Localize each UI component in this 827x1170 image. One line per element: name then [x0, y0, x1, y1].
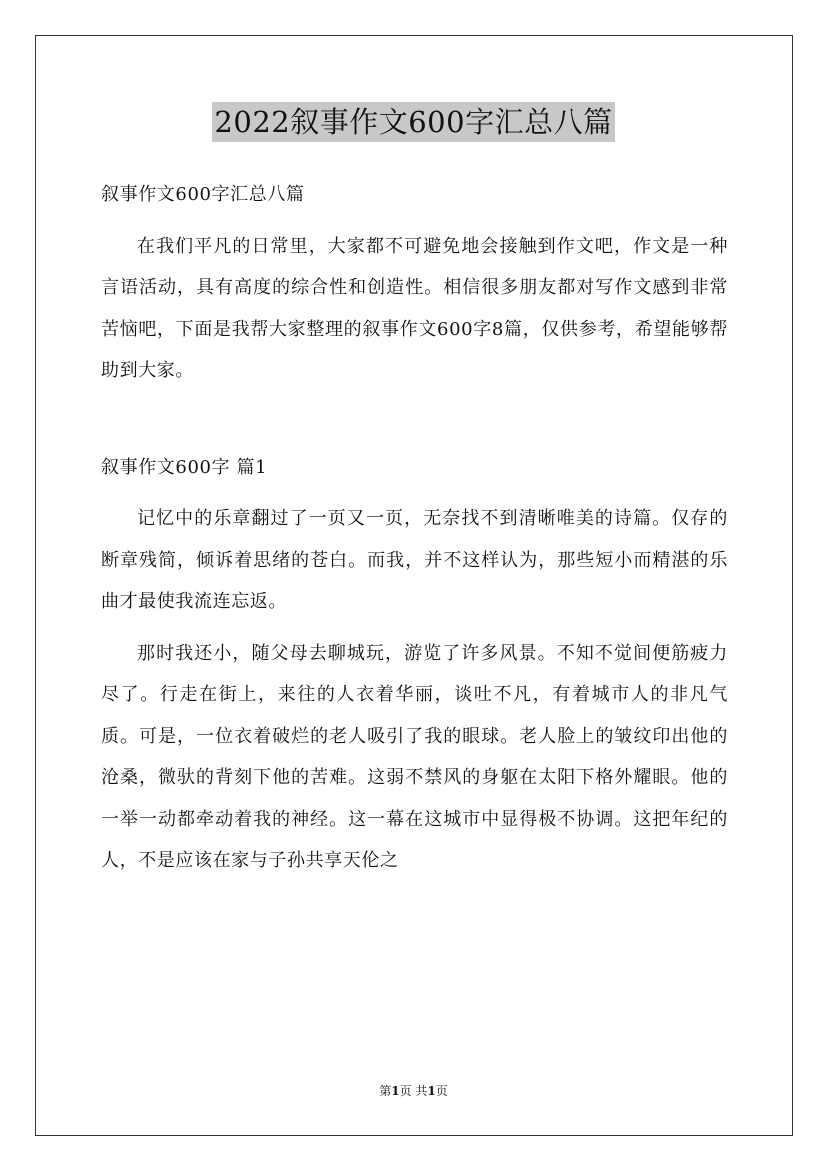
document-body — [101, 174, 728, 882]
body-paragraph-1: 记忆中的乐章翻过了一页又一页，无奈找不到清晰唯美的诗篇。仅存的断章残简，倾诉着思绪的苍白。而我，并不这样认为，那些短小而精湛的乐曲才最使我流连忘返。 — [101, 508, 728, 612]
title-container — [0, 102, 827, 142]
section-heading: 叙事作文600字 篇1 — [101, 456, 268, 478]
spacer — [101, 392, 728, 447]
page-number: 1 — [391, 1084, 400, 1098]
page-prefix: 第 — [379, 1084, 392, 1098]
intro-paragraph: 在我们平凡的日常里，大家都不可避免地会接触到作文吧，作文是一种言语活动，具有高度的综合性和创造性。相信很多朋友都对写作文感到非常苦恼吧，下面是我帮大家整理的叙事作文600字8篇，仅供参考，希望能够帮助到大家。 — [101, 235, 728, 381]
document-title: 2022叙事作文600字汇总八篇 — [212, 102, 614, 142]
document-subtitle: 叙事作文600字汇总八篇 — [101, 184, 305, 205]
spacer — [101, 623, 728, 633]
page-suffix: 页 — [435, 1084, 448, 1098]
spacer — [101, 488, 728, 498]
body-paragraph-2: 那时我还小，随父母去聊城玩，游览了许多风景。不知不觉间便筋疲力尽了。行走在街上，来往的人衣着华丽，谈吐不凡，有着城市人的非凡气质。可是，一位衣着破烂的老人吸引了我的眼球。老人脸上的皱纹印出他的沧桑，微驮的背刻下他的苦难。这弱不禁风的身躯在太阳下格外耀眼。他的一举一动都牵动着我的神经。这一幕在这城市中显得极不协调。这把年纪的人，不是应该在家与子孙共享天伦之 — [101, 642, 728, 871]
page-footer — [0, 1082, 827, 1099]
spacer — [101, 216, 728, 226]
page-total: 1 — [427, 1084, 436, 1098]
page-mid: 页 共 — [399, 1084, 428, 1098]
